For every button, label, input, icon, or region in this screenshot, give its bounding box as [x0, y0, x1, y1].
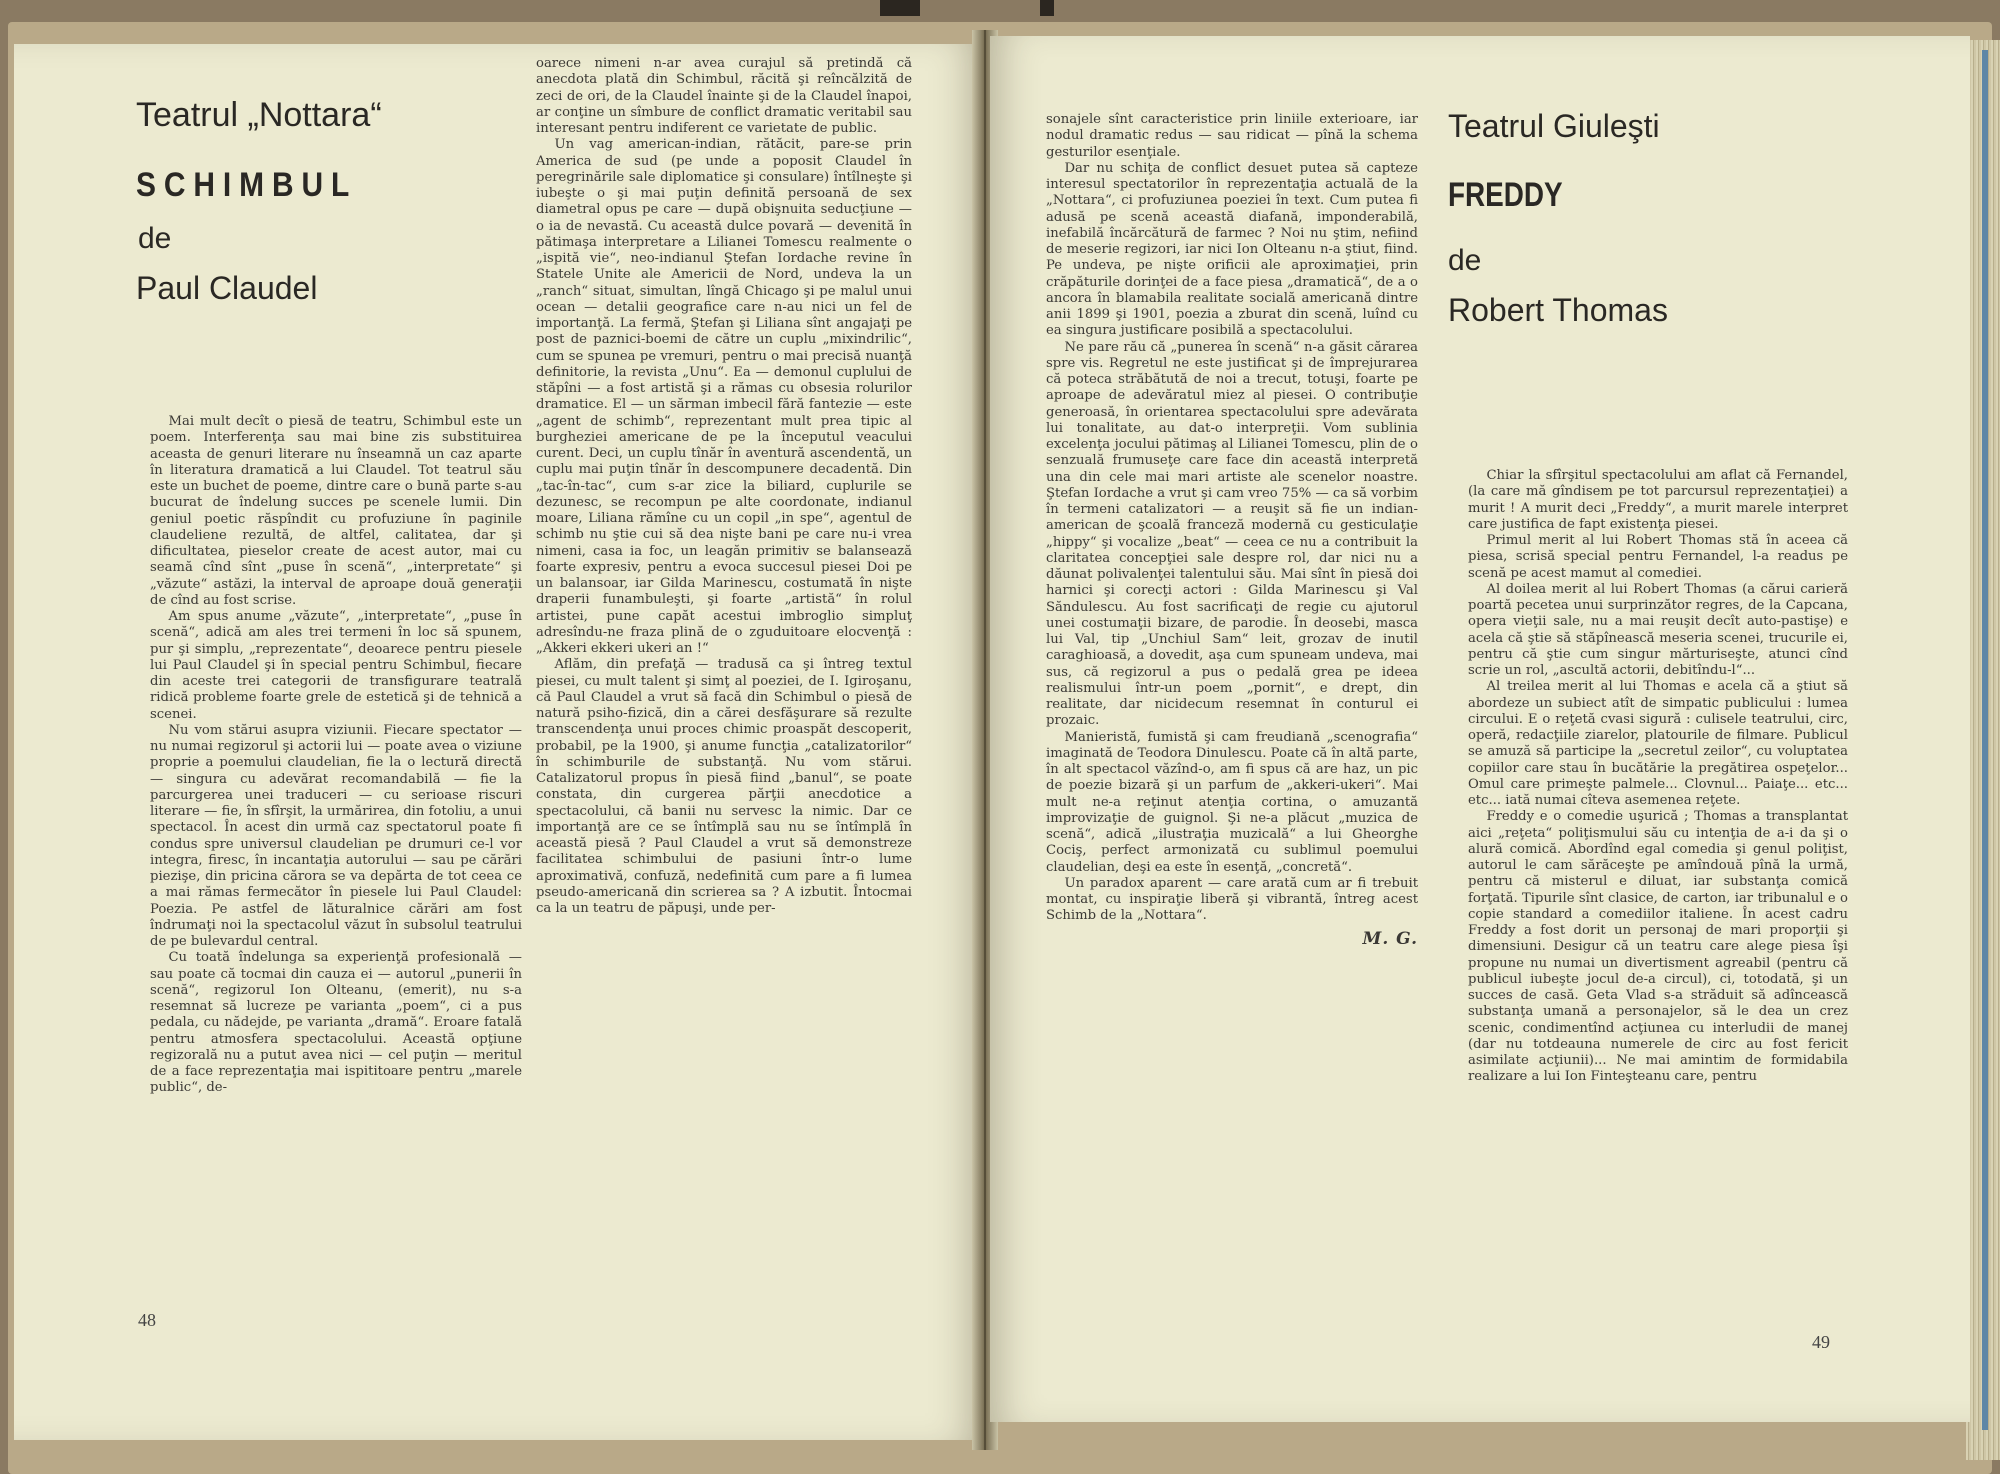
by-label: de — [138, 222, 172, 255]
play-title: FREDDY — [1448, 176, 1563, 214]
scan-border-mark — [1040, 0, 1054, 16]
right-page — [990, 36, 1970, 1422]
paragraph: Freddy e o comedie uşurică ; Thomas a transplantat aici „reţeta“ poliţismului său cu intenţia de a-i da şi o alură comică. Abordînd egal comedia şi genul poliţist, autorul le cam sărăceşte pe amîndouă pînă la urmă, pentru că misterul e diluat, iar substanţa comică forţată. Tipurile sînt clasice, de carton, iar tribunalul e o copie standard a comediilor italiene. În acest cadru Freddy a fost dorit un personaj de mari proporţii şi dimensiuni. Desigur că un teatru care alege piesa îşi propune nu numai un divertisment agreabil (pentru că publicul iubeşte jocul de-a circul), ci, totodată, şi un succes de casă. Geta Vlad s-a străduit să adîncească substanţa umană a personajelor, să le dea un crez scenic, condimentînd acţiunea cu interludii de manej (dar nu totdeauna numerele de circ au fost fericit asimilate acţiunii)... Ne mai amintim de formidabila realizare a lui Ion Finteşteanu care, pentru — [1468, 809, 1848, 1085]
article-column-1 — [150, 414, 522, 1097]
paragraph: Manieristă, fumistă şi cam freudiană „scenografia“ imaginată de Teodora Dinulescu. Poate că în altă parte, în alt spectacol văzînd-o, am fi spus că are haz, un pic de poezie bizară şi un parfum de „akkeri-ukeri“. Mai mult ne-a reţinut atenţia cortina, o amuzantă improvizaţie de guignol. Şi ne-a plăcut „muzica de scenă“, adică „ilustraţia muzicală“ a lui Gheorghe Cociş, perfect armonizată cu sublimul poemului claudelian, deşi ea este în esenţă, „concretă“. — [1046, 729, 1418, 875]
paragraph: Dar nu schiţa de conflict desuet putea să capteze interesul spectatorilor în reprezentaţia actuală de la „Nottara“, ci profuziunea poeziei în text. Cum putea fi adusă pe scenă această diafană, imponderabilă, inefabilă încărcătură de farmec ? Noi nu ştim, nefiind de meserie regizori, iar nici Ion Olteanu n-a ştiut, fiind. Pe undeva, pe nişte orificii ale aproximaţiei, prin crăpăturile dorinţei de a face piesa „dramatică“, de a o ancora în blamabila realitate socială americană dintre anii 1899 şi 1901, poezia a zburat din scenă, luînd cu ea singura justificare posibilă a spectacolului. — [1046, 160, 1418, 339]
paragraph: sonajele sînt caracteristice prin liniile exterioare, iar nodul dramatic redus — sau ridicat — pînă la schema gesturilor esenţiale. — [1046, 112, 1418, 160]
scan-border-mark — [880, 0, 920, 16]
paragraph: Al doilea merit al lui Robert Thomas (a cărui carieră poartă pecetea unui surprinzător regres, de la Capcana, opera vieţii sale, nu a mai reuşit decît auto-pastişe) e acela că ştie să stăpînească meseria scenei, trucurile ei, pentru că ştie cum singur mărturiseşte, atunci cînd scrie un rol, „ascultă actorii, debitîndu-l“... — [1468, 581, 1848, 678]
article-column-4 — [1468, 468, 1848, 1086]
cover-edge — [1982, 50, 1988, 1430]
article-column-2 — [536, 56, 912, 917]
theatre-heading: Teatrul Giuleşti — [1448, 108, 1660, 144]
author-name: Robert Thomas — [1448, 292, 1668, 328]
paragraph: Ne pare rău că „punerea în scenă“ n-a găsit cărarea spre vis. Regretul ne este justificat şi de împrejurarea că poteca străbătută de noi a trecut, totuşi, foarte pe aproape de adevăratul miez al piesei. O contribuţie generoasă, în orientarea spectacolului spre adevărata lui tonalitate, au dat-o interpreţii. Vom sublinia excelenţa jocului pătimaş al Lilianei Tomescu, plin de o senzuală frumuseţe care face din această interpretă una din cele mai mari artiste ale scenelor noastre. Ştefan Iordache a vrut şi cam vreo 75% — ca să vorbim în termeni catalizatori — a reuşit să fie un indian-american de şcoală franceză modernă cu gesticulaţie „hippy“ şi vocalize „beat“ — ceea ce nu a contribuit la claritatea concepţiei sale despre rol, dar nici nu a dăunat polivalenţei talentului său. Mai sînt în piesă doi harnici şi corecţi actori : Gilda Marinescu şi Val Săndulescu. Au fost sacrificaţi de regie cu ajutorul unei costumaţii bizare, de parodie. În deosebi, masca lui Val, tip „Unchiul Sam“ leit, grozav de inutil caraghioasă, a dovedit, aşa cum spuneam undeva, mai sus, că regizorul a pus o pedală grea pe ideea realismului într-un poem „pornit“, e drept, din realitate, dar nicidecum resemnat în conturul ei prozaic. — [1046, 339, 1418, 729]
paragraph: oarece nimeni n-ar avea curajul să pretindă că anecdota plată din Schimbul, răcită şi reîncălzită de zeci de ori, de la Claudel înainte şi de la Claudel înapoi, ar conţine un sîmbure de conflict dramatic veritabil sau interesant pentru indiferent ce varietate de public. — [536, 56, 912, 136]
author-name: Paul Claudel — [136, 270, 318, 306]
page-number: 49 — [1812, 1332, 1830, 1352]
paragraph: Cu toată îndelunga sa experienţă profesională — sau poate că tocmai din cauza ei — autorul „punerii în scenă“, regizorul Ion Olteanu, (emerit), nu s-a resemnat să lucreze pe varianta „poem“, ci a pus pedala, cu nădejde, pe varianta „dramă“. Eroare fatală pentru atmosfera spectacolului. Această opţiune regizorală nu a putut avea nici — cel puţin — meritul de a face reprezentaţia mai ispititoare pentru „marele public“, de- — [150, 950, 522, 1096]
author-signature: M. G. — [1362, 928, 1418, 949]
paragraph: Primul merit al lui Robert Thomas stă în aceea că piesa, scrisă special pentru Fernandel, l-a readus pe scenă pe acest mamut al comediei. — [1468, 533, 1848, 581]
left-page — [14, 44, 982, 1440]
article-column-3 — [1046, 112, 1418, 947]
paragraph: Un vag american-indian, rătăcit, pare-se prin America de sud (pe unde a poposit Claudel în peregrinările sale diplomatice şi consulare) întîlneşte şi iubeşte o şi mai puţin definită persoană de sex diametral opus pe care — după obişnuita seducţiune — o ia de nevastă. Cu această dulce povară — devenită în pătimaşa interpretare a Lilianei Tomescu realmente o „ispită vie“, neo-indianul Ştefan Iordache revine în Statele Unite ale Americii de Nord, undeva la un „ranch“ situat, simultan, lîngă Chicago şi pe malul unui ocean — detalii geografice care n-au nici un fel de importanţă. La fermă, Ştefan şi Liliana sînt angajaţi pe post de paznici-boemi de către un cuplu „mixindrilic“, cum se spunea pe vremuri, pentru o mai precisă nuanţă definitorie, la revista „Unu“. Ea — demonul cuplului de stăpîni — a fost artistă şi a rămas cu obsesia rolurilor dramatice. El — un sărman imbecil fără fantezie — este „agent de schimb“, reprezentant mult prea tipic al burgheziei americane de pe la începutul veacului curent. Deci, un cuplu tînăr în aventură ascendentă, un cuplu mai puţin tînăr în descompunere decadentă. Din „tac-în-tac“, cum s-ar zice la biliard, cuplurile se dezunesc, se recompun pe alte coordonate, indianul moare, Liliana rămîne cu un copil „in spe“, agentul de schimb nu ştie cui să dea nişte bani pe care nu-i vrea nimeni, casa ia foc, un leagăn primitiv se balansează foarte expresiv, pentru a evoca succesul piesei Doi pe un balansoar, iar Gilda Marinescu, costumată în nişte draperii funambuleşti, şi foarte „artistă“ în rolul artistei, pune capăt acestui imbroglio simpluţ adresîndu-ne fraza plină de o zguduitoare elocvenţă : „Akkeri ekkeri ukeri an !“ — [536, 137, 912, 656]
play-title: SCHIMBUL — [136, 166, 358, 204]
paragraph: Chiar la sfîrşitul spectacolului am aflat că Fernandel, (la care mă gîndisem pe tot parcursul reprezentaţiei) a murit ! A murit deci „Freddy“, a murit marele interpret care justifica de fapt existenţa piesei. — [1468, 468, 1848, 532]
by-label: de — [1448, 244, 1482, 277]
paragraph: Nu vom stărui asupra viziunii. Fiecare spectator — nu numai regizorul şi actorii lui — poate avea o viziune proprie a poemului claudelian, fie la o lectură directă — singura cu adevărat recomandabilă — fie la parcurgerea unei traduceri — cu serioase riscuri literare — fie, în sfîrşit, la urmărirea, din fotoliu, a unui spectacol. În acest din urmă caz spectatorul poate fi condus spre universul claudelian pe drumuri ce-l vor integra, firesc, în incantaţia autorului — sau pe cărări piezişe, din pricina cărora se va depărta de tot ceea ce a mai rămas fermecător în piesele lui Paul Claudel: Poezia. Pe astfel de lăturalnice cărări am fost îndrumaţi noi la spectacolul văzut în subsolul teatrului de pe bulevardul central. — [150, 722, 522, 949]
paragraph: Al treilea merit al lui Thomas e acela că a ştiut să abordeze un subiect atît de simpatic publicului : lumea circului. E o reţetă cvasi sigură : culisele teatrului, circ, operă, redacţiile ziarelor, platourile de filmare. Publicul se amuză să participe la „secretul zeilor“, cu voluptatea copiilor care stau în bucătărie la pregătirea ospeţelor... Omul care primeşte palmele... Clovnul... Paiaţe... etc... etc... iată numai cîteva asemenea reţete. — [1468, 679, 1848, 808]
paragraph: Un paradox aparent — care arată cum ar fi trebuit montat, cu inspiraţie liberă şi vibrantă, întreg acest Schimb de la „Nottara“. — [1046, 875, 1418, 924]
paragraph: Aflăm, din prefaţă — tradusă ca şi întreg textul piesei, cu mult talent şi simţ al poeziei, de I. Igiroşanu, că Paul Claudel a vrut să facă din Schimbul o piesă de natură psiho-fizică, din a cărei desfăşurare să rezulte transcendenţa unui proces chimic proaspăt descoperit, probabil, pe la 1900, şi anume funcţia „catalizatorilor“ în schimburile de substanţă. Nu vom stărui. Catalizatorul propus în piesă fiind „banul“, se poate constata, din curgerea părţii anecdotice a spectacolului, că banii nu servesc la nimic. Dar ce importanţă are ce se întîmplă sau nu se întîmplă în această piesă ? Paul Claudel a vrut să demonstreze facilitatea schimbului de pasiuni într-o lume aproximativă, confuză, nedefinită cum pare a fi lumea pseudo-americană din scrierea sa ? A izbutit. Întocmai ca la un teatru de păpuşi, unde per- — [536, 657, 912, 916]
paragraph: Mai mult decît o piesă de teatru, Schimbul este un poem. Interferenţa sau mai bine zis substituirea aceasta de genuri literare nu înseamnă un caz aparte în literatura dramatică a lui Claudel. Tot teatrul său este un buchet de poeme, dintre care o bună parte s-au bucurat de îndelung succes pe scenele lumii. Din geniul poetic răspîndit cu profuziune în paginile claudeliene rezultă, de altfel, calitatea, dar şi dificultatea, pieselor create de acest autor, mai cu seamă cînd sînt „puse în scenă“, „interpretate“ şi „văzute“ astăzi, la interval de aproape două generaţii de cînd au fost scrise. — [150, 414, 522, 608]
paragraph: Am spus anume „văzute“, „interpretate“, „puse în scenă“, adică am ales trei termeni în loc să spunem, pur şi simplu, „reprezentate“, deoarece pentru piesele lui Paul Claudel şi în special pentru Schimbul, fiecare din aceste trei categorii de transfigurare teatrală ridică probleme foarte grele de estetică şi de tehnică a scenei. — [150, 609, 522, 722]
page-number: 48 — [138, 1310, 156, 1330]
theatre-heading: Teatrul „Nottara“ — [136, 96, 382, 134]
